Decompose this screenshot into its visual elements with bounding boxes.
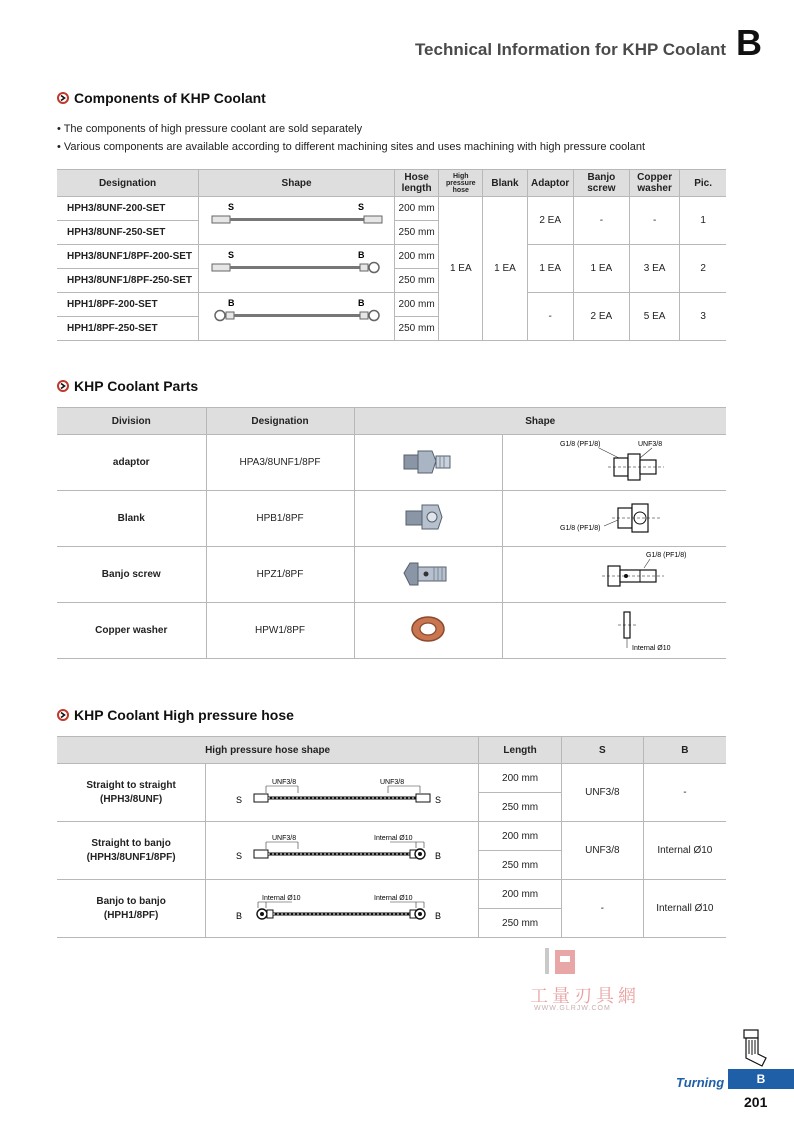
length-cell: 200 mm: [395, 197, 439, 221]
qty-cell: 3 EA: [630, 245, 680, 293]
hose-type-cell: [57, 764, 206, 822]
pic-cell: 2: [680, 245, 726, 293]
table-row: [57, 491, 726, 547]
table-row: [57, 245, 726, 269]
watermark-text: 工量刃具網: [530, 986, 640, 1006]
qty-cell: 2 EA: [527, 197, 573, 245]
copper-washer-diagram: [514, 604, 714, 654]
table-row: [57, 764, 726, 793]
qty-cell: 1 EA: [483, 197, 527, 341]
footer-section-label: Turning: [676, 1075, 725, 1090]
designation-cell: HPH3/8UNF1/8PF-200-SET: [57, 245, 199, 269]
col-header: Adaptor: [527, 170, 573, 197]
qty-cell: 2 EA: [573, 293, 629, 341]
qty-cell: 1 EA: [573, 245, 629, 293]
hose-end-label: S: [236, 851, 243, 861]
table-row: [57, 880, 726, 909]
pic-cell: 3: [680, 293, 726, 341]
designation-cell: HPH3/8UNF-250-SET: [57, 221, 199, 245]
s-cell: UNF3/8: [561, 822, 643, 880]
hose-type-code: (HPH3/8UNF1/8PF): [86, 851, 176, 863]
hose-label: Internal Ø10: [262, 895, 301, 902]
hose-icon: [200, 197, 394, 241]
pic-cell: 1: [680, 197, 726, 245]
designation-cell: HPH1/8PF-200-SET: [57, 293, 199, 317]
table-header-row: [57, 408, 726, 435]
col-header: Shape: [199, 170, 395, 197]
hose-table: [57, 736, 726, 938]
hose-label: Internal Ø10: [374, 835, 413, 842]
adaptor-diagram: [514, 436, 714, 486]
hose-label: UNF3/8: [380, 779, 405, 786]
blank-photo-icon: [398, 497, 458, 537]
hose-end-label: B: [227, 298, 235, 308]
length-cell: 250 mm: [479, 909, 562, 938]
col-header: Designation: [57, 170, 199, 197]
section-bullet-icon: [57, 380, 69, 392]
section-heading: [57, 90, 266, 106]
length-cell: 200 mm: [395, 293, 439, 317]
s-cell: UNF3/8: [561, 764, 643, 822]
hose-type-cell: [57, 880, 206, 938]
designation-cell: HPH1/8PF-250-SET: [57, 317, 199, 341]
hose-end-label: B: [357, 298, 365, 308]
page-title: Technical Information for KHP Coolant: [414, 40, 726, 59]
photo-cell: [354, 547, 502, 603]
hose-shape-cell: [206, 822, 479, 880]
shape-cell: [199, 293, 395, 341]
qty-cell: 5 EA: [630, 293, 680, 341]
qty-cell: 1 EA: [439, 197, 483, 341]
hose-type-name: Straight to banjo: [91, 837, 171, 849]
hose-type-name: Straight to straight: [86, 779, 176, 791]
components-table: [57, 169, 726, 341]
length-cell: 250 mm: [479, 793, 562, 822]
b-cell: Internal Ø10: [643, 822, 726, 880]
division-cell: Banjo screw: [57, 547, 206, 603]
banjo-screw-diagram: [514, 548, 714, 598]
qty-cell: 1 EA: [527, 245, 573, 293]
footer-section-tab: B: [728, 1069, 794, 1089]
table-header-row: [57, 170, 726, 197]
qty-cell: -: [527, 293, 573, 341]
section-heading: [57, 707, 294, 723]
section-title: KHP Coolant Parts: [74, 378, 199, 394]
designation-cell: HPW1/8PF: [206, 603, 354, 659]
hose-label: UNF3/8: [272, 779, 297, 786]
length-cell: 200 mm: [479, 822, 562, 851]
hose-end-label: S: [227, 250, 234, 260]
hose-icon: [200, 245, 394, 289]
col-header: Copper washer: [630, 170, 680, 197]
designation-cell: HPH3/8UNF1/8PF-250-SET: [57, 269, 199, 293]
bullet-line: • The components of high pressure coolant are sold separately: [57, 123, 363, 135]
hose-type-name: Banjo to banjo: [96, 895, 166, 907]
table-row: [57, 435, 726, 491]
col-header: B: [643, 737, 726, 764]
diagram-cell: [502, 491, 726, 547]
qty-cell: -: [573, 197, 629, 245]
watermark-url: WWW.GLRJW.COM: [534, 1005, 611, 1012]
division-cell: adaptor: [57, 435, 206, 491]
length-cell: 200 mm: [479, 764, 562, 793]
designation-cell: HPZ1/8PF: [206, 547, 354, 603]
designation-cell: HPH3/8UNF-200-SET: [57, 197, 199, 221]
col-header: Length: [479, 737, 562, 764]
length-cell: 200 mm: [395, 245, 439, 269]
dimension-label: G1/8 (PF1/8): [646, 552, 687, 559]
length-cell: 250 mm: [395, 269, 439, 293]
section-bullet-icon: [57, 92, 69, 104]
table-row: [57, 293, 726, 317]
col-header: Pic.: [680, 170, 726, 197]
hose-shape-cell: [206, 764, 479, 822]
hose-end-label: B: [435, 851, 442, 861]
table-row: [57, 547, 726, 603]
page-number: 201: [744, 1094, 768, 1110]
hose-end-label: S: [227, 202, 234, 212]
hose-end-label: B: [357, 250, 365, 260]
hose-type-code: (HPH3/8UNF): [99, 793, 163, 805]
b-cell: -: [643, 764, 726, 822]
hose-shape-cell: [206, 880, 479, 938]
col-header-text: High pressure hose: [445, 172, 476, 194]
col-header: Shape: [354, 408, 726, 435]
hose-type-code: (HPH1/8PF): [103, 909, 159, 921]
col-header: S: [561, 737, 643, 764]
section-title: KHP Coolant High pressure hose: [74, 707, 294, 723]
length-cell: 200 mm: [479, 880, 562, 909]
shape-cell: [199, 197, 395, 245]
col-header: Banjo screw: [573, 170, 629, 197]
designation-cell: HPA3/8UNF1/8PF: [206, 435, 354, 491]
hose-icon: [200, 293, 394, 337]
b-cell: Internall Ø10: [643, 880, 726, 938]
blank-diagram: [514, 492, 714, 542]
shape-cell: [199, 245, 395, 293]
diagram-cell: [502, 603, 726, 659]
col-header: Designation: [206, 408, 354, 435]
turning-tool-icon: [740, 1028, 770, 1068]
length-cell: 250 mm: [395, 317, 439, 341]
hose-icon: [206, 764, 478, 818]
designation-cell: HPB1/8PF: [206, 491, 354, 547]
table-row: [57, 197, 726, 221]
dimension-label: UNF3/8: [638, 441, 663, 448]
banjo-screw-photo-icon: [398, 553, 458, 593]
s-cell: -: [561, 880, 643, 938]
dimension-label: G1/8 (PF1/8): [560, 525, 601, 532]
hose-label: UNF3/8: [272, 835, 297, 842]
hose-end-label: B: [236, 911, 243, 921]
hose-type-cell: [57, 822, 206, 880]
length-cell: 250 mm: [479, 851, 562, 880]
hose-end-label: B: [435, 911, 442, 921]
division-cell: Copper washer: [57, 603, 206, 659]
col-header: High pressure hose shape: [57, 737, 479, 764]
bullet-line: • Various components are available according to different machining sites and uses machining with high pressure coolant: [57, 141, 646, 153]
col-header: Blank: [483, 170, 527, 197]
adaptor-photo-icon: [398, 441, 458, 481]
col-header: Hose length: [395, 170, 439, 197]
section-letter: B: [736, 22, 762, 63]
diagram-cell: [502, 435, 726, 491]
hose-end-label: S: [236, 795, 243, 805]
col-header: Division: [57, 408, 206, 435]
photo-cell: [354, 603, 502, 659]
diagram-cell: [502, 547, 726, 603]
hose-label: Internal Ø10: [374, 895, 413, 902]
photo-cell: [354, 491, 502, 547]
dimension-label: Internal Ø10: [632, 645, 671, 652]
watermark-logo-icon: [533, 946, 583, 978]
hose-end-label: S: [435, 795, 442, 805]
qty-cell: -: [630, 197, 680, 245]
hose-icon: [206, 822, 478, 876]
division-cell: Blank: [57, 491, 206, 547]
section-bullet-icon: [57, 709, 69, 721]
section-heading: [57, 378, 198, 394]
parts-table: [57, 407, 726, 659]
photo-cell: [354, 435, 502, 491]
hose-end-label: S: [357, 202, 364, 212]
section-title: Components of KHP Coolant: [74, 90, 266, 106]
col-header: [439, 170, 483, 197]
dimension-label: G1/8 (PF1/8): [560, 441, 601, 448]
table-row: [57, 822, 726, 851]
table-row: [57, 603, 726, 659]
length-cell: 250 mm: [395, 221, 439, 245]
table-header-row: [57, 737, 726, 764]
hose-icon: [206, 880, 478, 934]
copper-washer-photo-icon: [398, 609, 458, 649]
